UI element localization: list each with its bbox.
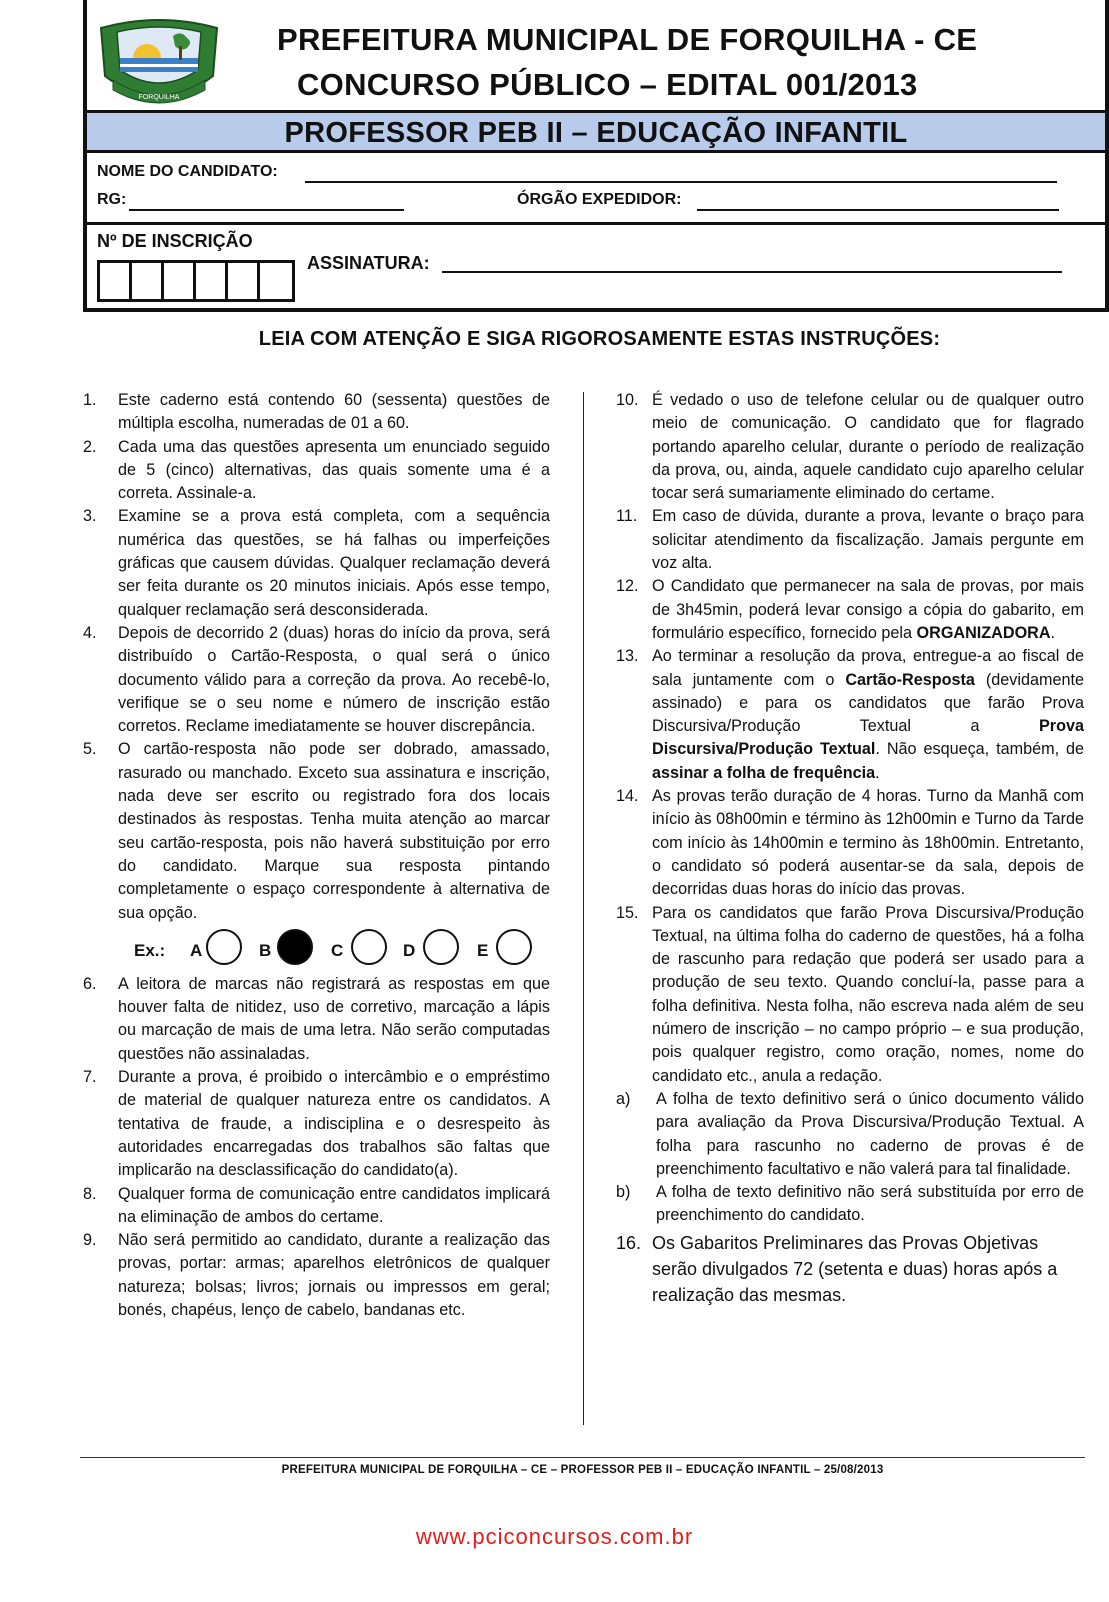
item-number: 10. (616, 391, 639, 409)
item-text: Os Gabaritos Preliminares das Provas Objetivas serão divulgados 72 (setenta e duas) horas após a realização das mesmas. (652, 1232, 1058, 1305)
item-number: 3. (83, 507, 97, 526)
digit-box[interactable] (196, 263, 228, 299)
item-text: . (1050, 623, 1056, 642)
item-text: Depois de decorrido 2 (duas) horas do início da prova, será distribuído o Cartão-Resposta, o qual será o único documento válido para a correção da prova. Ao recebê-lo, verifique se o seu nome e número de inscrição estão corretos. Reclame imediatamente se houver discrepância. (118, 623, 550, 736)
item-text: As provas terão duração de 4 horas. Turno da Manhã com início às 08h00min e término às 12h00min e Turno da Tarde com início às 14h00min e termino às 18h00min. Entretanto, o candidato só poderá ausentar-se da sala, depois de decorridas duas horas do início das provas. (652, 787, 1084, 899)
item-number: a) (616, 1089, 631, 1108)
instruction-item (616, 505, 1084, 575)
item-text: O Candidato que permanecer na sala de provas, por mais de 3h45min, poderá levar consigo a cópia do gabarito, em formulário específico, fornecido pela (652, 577, 1084, 642)
item-text: A folha de texto definitivo será o único documento válido para avaliação da Prova Discursiva/Produção Textual. A folha para rascunho no caderno de provas é de preenchimento facultativo e não valerá para tal finalidade. (656, 1089, 1084, 1178)
instruction-item (616, 902, 1084, 1088)
instruction-item (83, 436, 550, 506)
item-number: 11. (616, 507, 638, 526)
example-bubble-b-filled (277, 929, 313, 965)
instruction-item (83, 622, 550, 738)
item-text: Não será permitido ao candidato, durante a realização das provas, portar: armas; aparelhos eletrônicos de qualquer natureza; bolsas; livros; jornais ou impressos em geral; bonés, chapéus, lenço de cabelo, bandanas etc. (118, 1231, 550, 1319)
site-link[interactable]: www.pciconcursos.com.br (415, 1524, 694, 1549)
example-option-b: B (259, 940, 272, 960)
example-option-c: C (331, 940, 344, 960)
example-option-a: A (190, 940, 203, 960)
instruction-item (83, 505, 550, 621)
item-text: Ao terminar a resolução da prova, entregue-a ao fiscal de sala juntamente com o (652, 647, 1084, 689)
municipal-crest-icon (95, 18, 223, 110)
column-divider (583, 392, 584, 1425)
instructions-left-column (83, 389, 550, 1322)
header-title-area (87, 0, 1105, 113)
answer-example (83, 925, 550, 973)
item-bold-text: Cartão-Resposta (845, 670, 975, 689)
instruction-item (83, 738, 550, 924)
instruction-item (616, 645, 1084, 785)
item-text: É vedado o uso de telefone celular ou de qualquer outro meio de comunicação. O candidato que for flagrado portando aparelho celular, durante o período de realização da prova, ou, ainda, aquele candidato cujo aparelho celular tocar será sumariamente eliminado do certame. (652, 391, 1084, 503)
item-text: . (875, 763, 880, 782)
instruction-subitem (616, 1181, 1084, 1228)
item-number: 4. (83, 623, 97, 642)
item-number: 9. (83, 1231, 97, 1250)
item-number: 13. (616, 647, 639, 666)
instructions-title: LEIA COM ATENÇÃO E SIGA RIGOROSAMENTE ESTAS INSTRUÇÕES: (258, 328, 941, 350)
item-number: 2. (83, 437, 97, 456)
item-number: b) (616, 1183, 631, 1202)
signature-label: ASSINATURA: (307, 253, 430, 273)
candidate-name-label: NOME DO CANDIDATO: (97, 163, 278, 180)
candidate-name-field[interactable] (305, 181, 1057, 183)
inscricao-area (87, 225, 1105, 305)
digit-box[interactable] (164, 263, 196, 299)
example-label: Ex.: (134, 940, 166, 960)
org-label: ÓRGÃO EXPEDIDOR: (517, 191, 682, 208)
rg-field[interactable] (129, 209, 404, 211)
item-text: . Não esqueça, também, de (875, 740, 1084, 759)
item-number: 1. (83, 391, 97, 409)
footer-text: PREFEITURA MUNICIPAL DE FORQUILHA – CE – PROFESSOR PEB II – EDUCAÇÃO INFANTIL – 25/08/2013 (281, 1464, 884, 1476)
exam-header (83, 0, 1109, 312)
example-bubble-a (206, 929, 242, 965)
instruction-item (83, 1066, 550, 1182)
example-option-e: E (477, 940, 489, 960)
item-number: 14. (616, 787, 639, 806)
item-text: O cartão-resposta não pode ser dobrado, amassado, rasurado ou manchado. Exceto sua assinatura e inscrição, nada deve ser escrito ou registrado fora dos locais destinados às respostas. Tenha muita atenção ao marcar seu cartão-resposta, pois não haverá substituição por erro do candidato. Marque sua resposta pintando completamente o espaço correspondente à alternativa de sua opção. (118, 740, 550, 922)
item-number: 7. (83, 1068, 97, 1087)
instruction-item (616, 1230, 1084, 1308)
inscricao-label: Nº DE INSCRIÇÃO (97, 231, 253, 251)
item-text: Qualquer forma de comunicação entre candidatos implicará na eliminação de ambos do certame. (118, 1184, 550, 1226)
item-number: 15. (616, 903, 639, 922)
instruction-item (83, 973, 550, 1066)
item-number: 6. (83, 974, 97, 993)
item-text: Cada uma das questões apresenta um enunciado seguido de 5 (cinco) alternativas, das quais somente uma é a correta. Assinale-a. (118, 437, 550, 503)
item-text: Em caso de dúvida, durante a prova, levante o braço para solicitar atendimento da fiscalização. Jamais pergunte em voz alta. (652, 507, 1084, 573)
role-title: PROFESSOR PEB II – EDUCAÇÃO INFANTIL (87, 113, 1105, 153)
footer-rule (80, 1457, 1085, 1458)
item-text: Este caderno está contendo 60 (sessenta) questões de múltipla escolha, numeradas de 01 a 60. (118, 391, 550, 433)
item-number: 12. (616, 577, 639, 596)
instruction-item (83, 1229, 550, 1322)
item-number: 5. (83, 740, 97, 759)
candidate-fields (87, 153, 1105, 225)
instruction-item (616, 785, 1084, 901)
item-text: A folha de texto definitivo não será substituída por erro de preenchimento do candidato. (656, 1183, 1084, 1225)
item-text: Para os candidatos que farão Prova Discursiva/Produção Textual, na última folha do caderno de questões, há a folha de rascunho para redação que poderá ser usado para a produção de seu texto. Quando concluí-la, passe para a folha definitiva. Nesta folha, não escreva nada além de seu número de inscrição – no campo próprio – e sua produção, pois qualquer registro, como oração, nomes, nome do candidato etc., anula a redação. (652, 903, 1084, 1085)
header-title-line1: PREFEITURA MUNICIPAL DE FORQUILHA - CE (277, 22, 978, 57)
crest-label: FORQUILHA (138, 94, 180, 101)
org-field[interactable] (697, 209, 1059, 211)
item-bold-text: ORGANIZADORA (916, 623, 1051, 642)
example-bubble-e (496, 929, 532, 965)
header-title-line2: CONCURSO PÚBLICO – EDITAL 001/2013 (297, 67, 918, 102)
item-bold-text: Prova Discursiva/Produção Textual (652, 717, 1084, 759)
item-text: (devidamente assinado) e para os candidatos que farão Prova Discursiva/Produção Textual a (652, 670, 1084, 736)
instruction-item (616, 389, 1084, 505)
instruction-item (83, 389, 550, 436)
item-number: 16. (616, 1232, 642, 1253)
rg-label: RG: (97, 191, 127, 208)
instruction-item (83, 1183, 550, 1230)
instruction-item (616, 575, 1084, 645)
item-text: A leitora de marcas não registrará as respostas em que houver falta de nitidez, uso de corretivo, marcação a lápis ou marcação de mais de uma letra. Não serão computadas questões não assinaladas. (118, 974, 550, 1063)
inscricao-digit-boxes[interactable] (97, 260, 295, 302)
digit-box[interactable] (228, 263, 260, 299)
item-number: 8. (83, 1184, 97, 1203)
instruction-subitem (616, 1088, 1084, 1181)
item-text: Durante a prova, é proibido o intercâmbio e o empréstimo de material de qualquer natureza entre os candidatos. A tentativa de fraude, a indisciplina e o desrespeito às autoridades encarregadas dos trabalhos são faltas que implicarão na desclassificação do candidato(a). (118, 1068, 550, 1180)
example-bubble-c (351, 929, 387, 965)
example-bubble-d (423, 929, 459, 965)
item-text: Examine se a prova está completa, com a sequência numérica das questões, se há falhas ou imperfeições gráficas que causem dúvidas. Qualquer reclamação deverá ser feita durante os 20 minutos iniciais. Após esse tempo, qualquer reclamação será desconsiderada. (118, 507, 550, 619)
digit-box[interactable] (132, 263, 164, 299)
item-bold-text: assinar a folha de frequência (652, 763, 876, 782)
example-option-d: D (403, 940, 416, 960)
digit-box[interactable] (100, 263, 132, 299)
signature-field[interactable] (442, 271, 1062, 273)
digit-box[interactable] (260, 263, 292, 299)
instructions-right-column (616, 389, 1084, 1308)
